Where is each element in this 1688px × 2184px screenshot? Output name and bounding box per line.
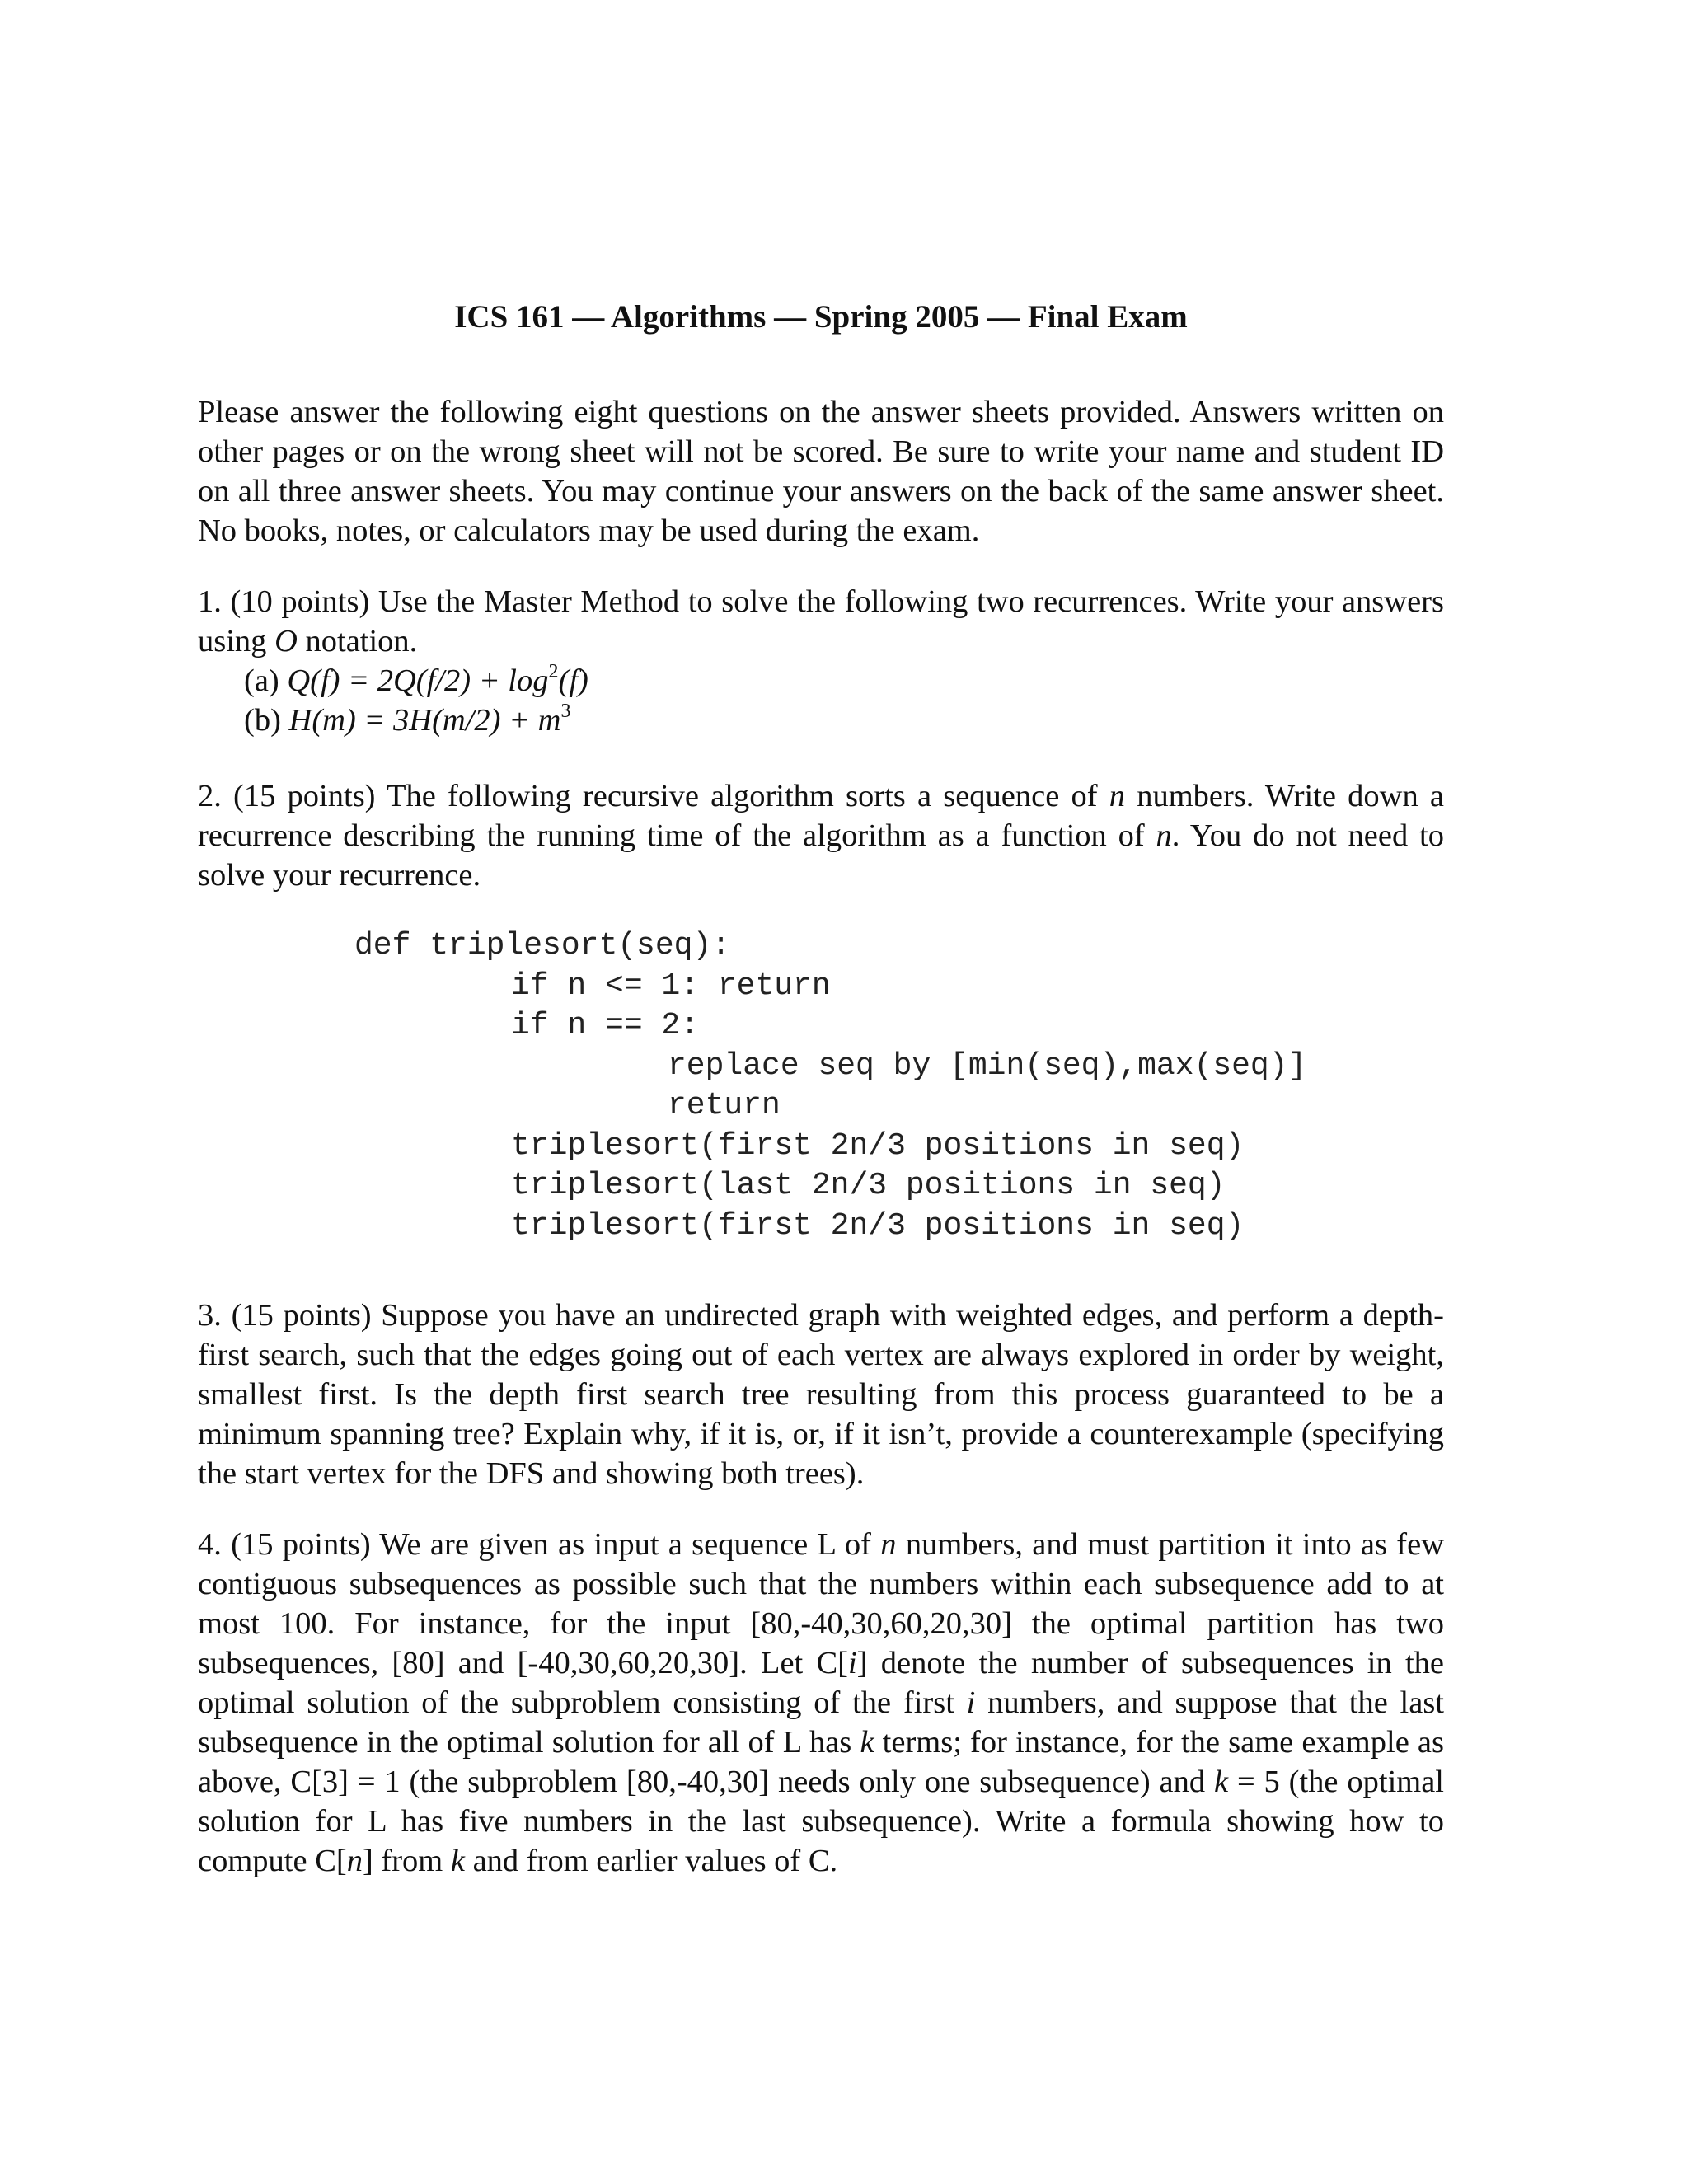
question-2-text: 2. (15 points) The following recursive algorithm sorts a sequence of n numbers. Write down a recurrence describing the running time of the algorithm as a function of n. You do not need to solve your recurrence.	[198, 779, 1444, 893]
code-line: if n <= 1: return	[511, 968, 831, 1004]
question-1-part-b: (b) $H(m) = 3H(m/2) + m^3$	[244, 701, 571, 738]
code-line: replace seq by [min(seq),max(seq)]	[668, 1047, 1307, 1084]
code-line: triplesort(first 2n/3 positions in seq)	[511, 1127, 1245, 1164]
question-4: 4. (15 points) We are given as input a sequence L of n numbers, and must partition it into as few contiguous subsequences as possible such that the numbers within each subsequence add to at most 100. For instance, for the input [80,-40,30,60,20,30] the optimal partition has two subsequences, [80] and [-40,30,60,20,30]. Let C[i] denote the number of subsequences in the optimal solution of the subproblem consisting of the first i numbers, and suppose that the last subsequence in the optimal solution for all of L has k terms; for instance, for the same example as above, C[3] = 1 (the subproblem [80,-40,30] needs only one subsequence) and k = 5 (the optimal solution for L has five numbers in the last subsequence). Write a formula showing how to compute C[n] from k and from earlier values of C.	[198, 1527, 1444, 1878]
question-1	[198, 582, 1444, 740]
question-1-part-a: (a) $Q(f) = 2Q(f/2) + \log^2(f)$	[244, 661, 588, 698]
instructions-paragraph: Please answer the following eight questions on the answer sheets provided. Answers written on other pages or on the wrong sheet will not be scored. Be sure to write your name and student ID on all three answer sheets. You may continue your answers on the back of the same answer sheet. No books, notes, or calculators may be used during the exam.	[198, 395, 1444, 548]
exam-page	[198, 297, 1444, 1881]
code-line: if n == 2:	[511, 1008, 700, 1043]
question-1-text: 1. (10 points) Use the Master Method to solve the following two recurrences. Write your answers using O notation.	[198, 584, 1444, 658]
code-line: def triplesort(seq):	[354, 928, 731, 963]
code-line: triplesort(last 2n/3 positions in seq)	[511, 1168, 1226, 1203]
question-3: 3. (15 points) Suppose you have an undirected graph with weighted edges, and perform a depth-first search, such that the edges going out of each vertex are always explored in order by weight, smallest first. Is the depth first search tree resulting from this process guaranteed to be a minimum spanning tree? Explain why, if it is, or, if it isn’t, provide a counterexample (specifying the start vertex for the DFS and showing both trees).	[198, 1298, 1444, 1491]
code-line: triplesort(first 2n/3 positions in seq)	[511, 1207, 1245, 1244]
triplesort-code-block	[354, 926, 1444, 1246]
question-2	[198, 776, 1444, 1246]
code-line: return	[668, 1088, 781, 1123]
exam-title: ICS 161 — Algorithms — Spring 2005 — Final Exam	[454, 299, 1188, 335]
